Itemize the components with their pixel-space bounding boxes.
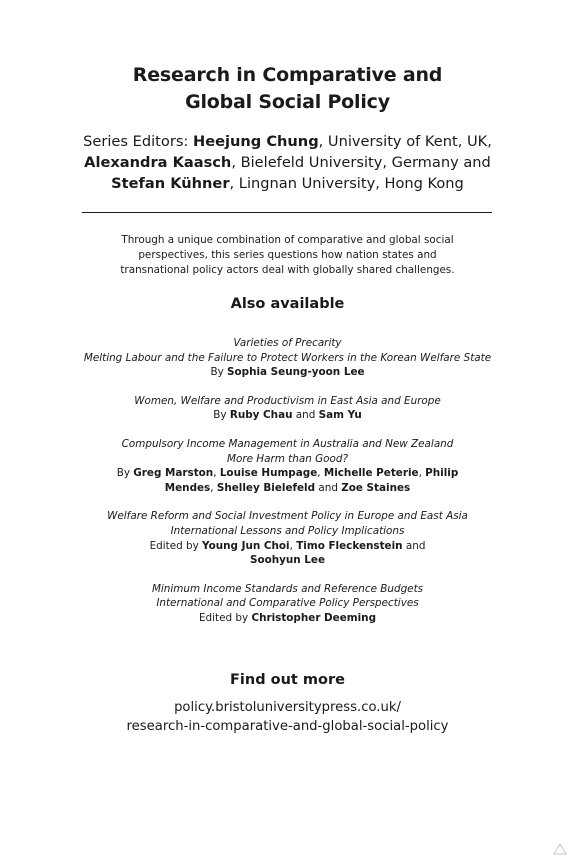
editor-name-kuhner: Stefan Kühner <box>111 175 230 192</box>
author-name: Timo Fleckenstein <box>296 539 403 552</box>
editor-name-kaasch: Alexandra Kaasch <box>84 154 232 171</box>
by-label: By <box>116 467 134 480</box>
series-url <box>0 698 575 736</box>
book-title: Women, Welfare and Productivism in East Asia and Europe <box>134 394 441 407</box>
author-separator: and <box>315 481 342 494</box>
author-name: Philip <box>425 467 459 480</box>
page-corner-icon <box>553 843 567 855</box>
author-name: Soohyun Lee <box>249 554 326 567</box>
divider-rule <box>82 212 492 213</box>
book-entry-compulsory-income-management <box>0 437 575 495</box>
author-name: Christopher Deeming <box>251 611 377 624</box>
book-authors <box>0 611 575 626</box>
book-title: Compulsory Income Management in Australia and New Zealand <box>121 437 454 450</box>
editor-affiliation-kaasch: , Bielefeld University, Germany and <box>231 154 491 171</box>
description-line-2: perspectives, this series questions how nation states and <box>138 249 437 261</box>
editor-affiliation-chung: , University of Kent, UK, <box>318 133 492 150</box>
book-subtitle: Melting Labour and the Failure to Protect Workers in the Korean Welfare State <box>83 351 492 364</box>
find-out-more-heading: Find out more <box>230 672 345 688</box>
series-editors <box>0 131 575 194</box>
series-title <box>0 62 575 116</box>
editor-affiliation-kuhner: , Lingnan University, Hong Kong <box>229 175 464 192</box>
book-authors-line-1 <box>0 539 575 554</box>
author-separator: , <box>213 467 220 480</box>
author-separator: , <box>317 467 324 480</box>
book-entry-women-welfare-productivism <box>0 394 575 423</box>
series-title-line-2: Global Social Policy <box>185 91 390 113</box>
author-name: Zoe Staines <box>341 481 411 494</box>
author-name: Sam Yu <box>318 409 362 422</box>
book-list <box>0 336 575 640</box>
book-authors <box>0 408 575 423</box>
description-line-1: Through a unique combination of comparative and global social <box>121 234 454 246</box>
author-separator: and <box>292 409 319 422</box>
series-url-line-2: research-in-comparative-and-global-social-policy <box>126 719 449 734</box>
editors-line-1 <box>0 131 575 152</box>
book-title: Minimum Income Standards and Reference Budgets <box>151 582 424 595</box>
book-entry-varieties-of-precarity <box>0 336 575 380</box>
author-name: Louise Humpage <box>219 467 318 480</box>
book-subtitle: More Harm than Good? <box>227 452 348 465</box>
author-separator: , <box>210 481 217 494</box>
book-entry-minimum-income-standards <box>0 582 575 626</box>
book-title: Varieties of Precarity <box>233 337 342 349</box>
book-title: Welfare Reform and Social Investment Policy in Europe and East Asia <box>107 510 468 523</box>
author-name: Young Jun Choi <box>202 539 290 552</box>
edited-by-label: Edited by <box>198 611 252 624</box>
author-name: Ruby Chau <box>229 409 293 422</box>
editors-label: Series Editors: <box>83 133 193 150</box>
author-name: Mendes <box>164 481 211 494</box>
author-separator: , <box>289 539 297 552</box>
series-url-line-1: policy.bristoluniversitypress.co.uk/ <box>174 700 401 715</box>
author-name: Sophia Seung-yoon Lee <box>227 366 365 379</box>
also-available-heading: Also available <box>230 296 345 312</box>
book-authors <box>0 365 575 380</box>
editor-name-chung: Heejung Chung <box>193 133 319 150</box>
book-authors-line-1 <box>0 466 575 481</box>
author-name: Shelley Bielefeld <box>216 481 316 494</box>
series-description <box>0 233 575 278</box>
book-authors-line-2 <box>0 553 575 568</box>
description-line-3: transnational policy actors deal with globally shared challenges. <box>120 264 455 276</box>
author-name: Greg Marston <box>133 467 214 480</box>
book-subtitle: International Lessons and Policy Implications <box>170 524 405 537</box>
by-label: By <box>210 366 228 379</box>
series-title-line-1: Research in Comparative and <box>132 64 443 86</box>
by-label: By <box>213 409 230 422</box>
book-subtitle: International and Comparative Policy Perspectives <box>156 597 419 610</box>
author-separator: and <box>402 539 426 552</box>
book-entry-welfare-reform-social-investment <box>0 509 575 567</box>
author-separator: , <box>418 467 426 480</box>
author-name: Michelle Peterie <box>323 467 419 480</box>
book-authors-line-2 <box>0 481 575 496</box>
edited-by-label: Edited by <box>149 539 203 552</box>
editors-line-2 <box>0 152 575 173</box>
editors-line-3 <box>0 173 575 194</box>
